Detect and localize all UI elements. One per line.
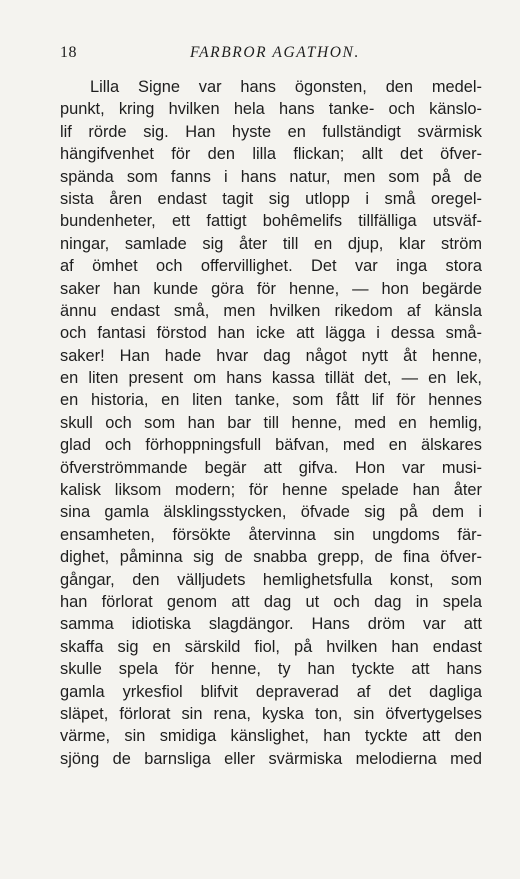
text-line: ningar, samlade sig åter till en djup, klar ström (60, 234, 482, 253)
text-line: hängifvenhet för den lilla flickan; allt det öfver- (60, 145, 482, 164)
text-line: släpet, förlorat sin rena, kyska ton, sin öfvertygelses (60, 704, 482, 723)
text-line: lif rörde sig. Han hyste en fullständigt svärmisk (60, 122, 482, 141)
text-line: sjöng de barnsliga eller svärmiska melodierna med (60, 749, 482, 768)
text-line: gamla yrkesfiol blifvit depraverad af det dagliga (60, 682, 482, 701)
text-line: ensamheten, försökte återvinna sin ungdoms fär- (60, 525, 482, 544)
text-line: och fantasi förstod han icke att lägga i dessa små- (60, 324, 482, 343)
page-header (60, 44, 480, 68)
text-line: skull och som han bar till henne, med en hemlig, (60, 413, 482, 432)
text-line: glad och förhoppningsfull bäfvan, med en älskares (60, 436, 482, 455)
text-line: en historia, en liten tanke, som fått lif för hennes (60, 391, 482, 410)
text-line: af ömhet och offervillighet. Det var inga stora (60, 257, 482, 276)
body-text (60, 76, 482, 770)
running-title: FARBROR AGATHON. (190, 44, 360, 61)
text-line: skulle spela för henne, ty han tyckte att hans (60, 660, 482, 679)
page-number: 18 (60, 44, 77, 61)
text-line: ännu endast små, men hvilken rikedom af känsla (60, 301, 482, 320)
text-line: sista åren endast tagit sig utlopp i små oregel- (60, 189, 482, 208)
text-line: Lilla Signe var hans ögonsten, den medel- (90, 78, 482, 96)
text-line: han förlorat genom att dag ut och dag in spela (60, 592, 482, 611)
text-line: gångar, den välljudets hemlighetsfulla konst, som (60, 570, 482, 589)
text-line: värme, sin smidiga känslighet, han tyckte att den (60, 727, 482, 746)
text-line: bundenheter, ett fattigt bohêmelifs tillfälliga utsväf- (60, 212, 482, 231)
text-line: skaffa sig en särskild fiol, på hvilken han endast (60, 637, 482, 656)
text-line: öfverströmmande begär att gifva. Hon var musi- (60, 458, 482, 477)
text-line: saker han kunde göra för henne, — hon begärde (60, 279, 482, 298)
text-line: spända som fanns i hans natur, men som på de (60, 167, 482, 186)
text-line: sina gamla älsklingsstycken, öfvade sig på dem i (60, 503, 482, 522)
text-line: en liten present om hans kassa tillät det, — en lek, (60, 369, 482, 388)
text-line: dighet, påminna sig de snabba grepp, de fina öfver- (60, 548, 482, 567)
text-line: samma idiotiska slagdängor. Hans dröm var att (60, 615, 482, 634)
text-line: saker! Han hade hvar dag något nytt åt henne, (60, 346, 482, 365)
text-line: kalisk liksom modern; för henne spelade han åter (60, 481, 482, 500)
text-line: punkt, kring hvilken hela hans tanke- och känslo- (60, 100, 482, 119)
